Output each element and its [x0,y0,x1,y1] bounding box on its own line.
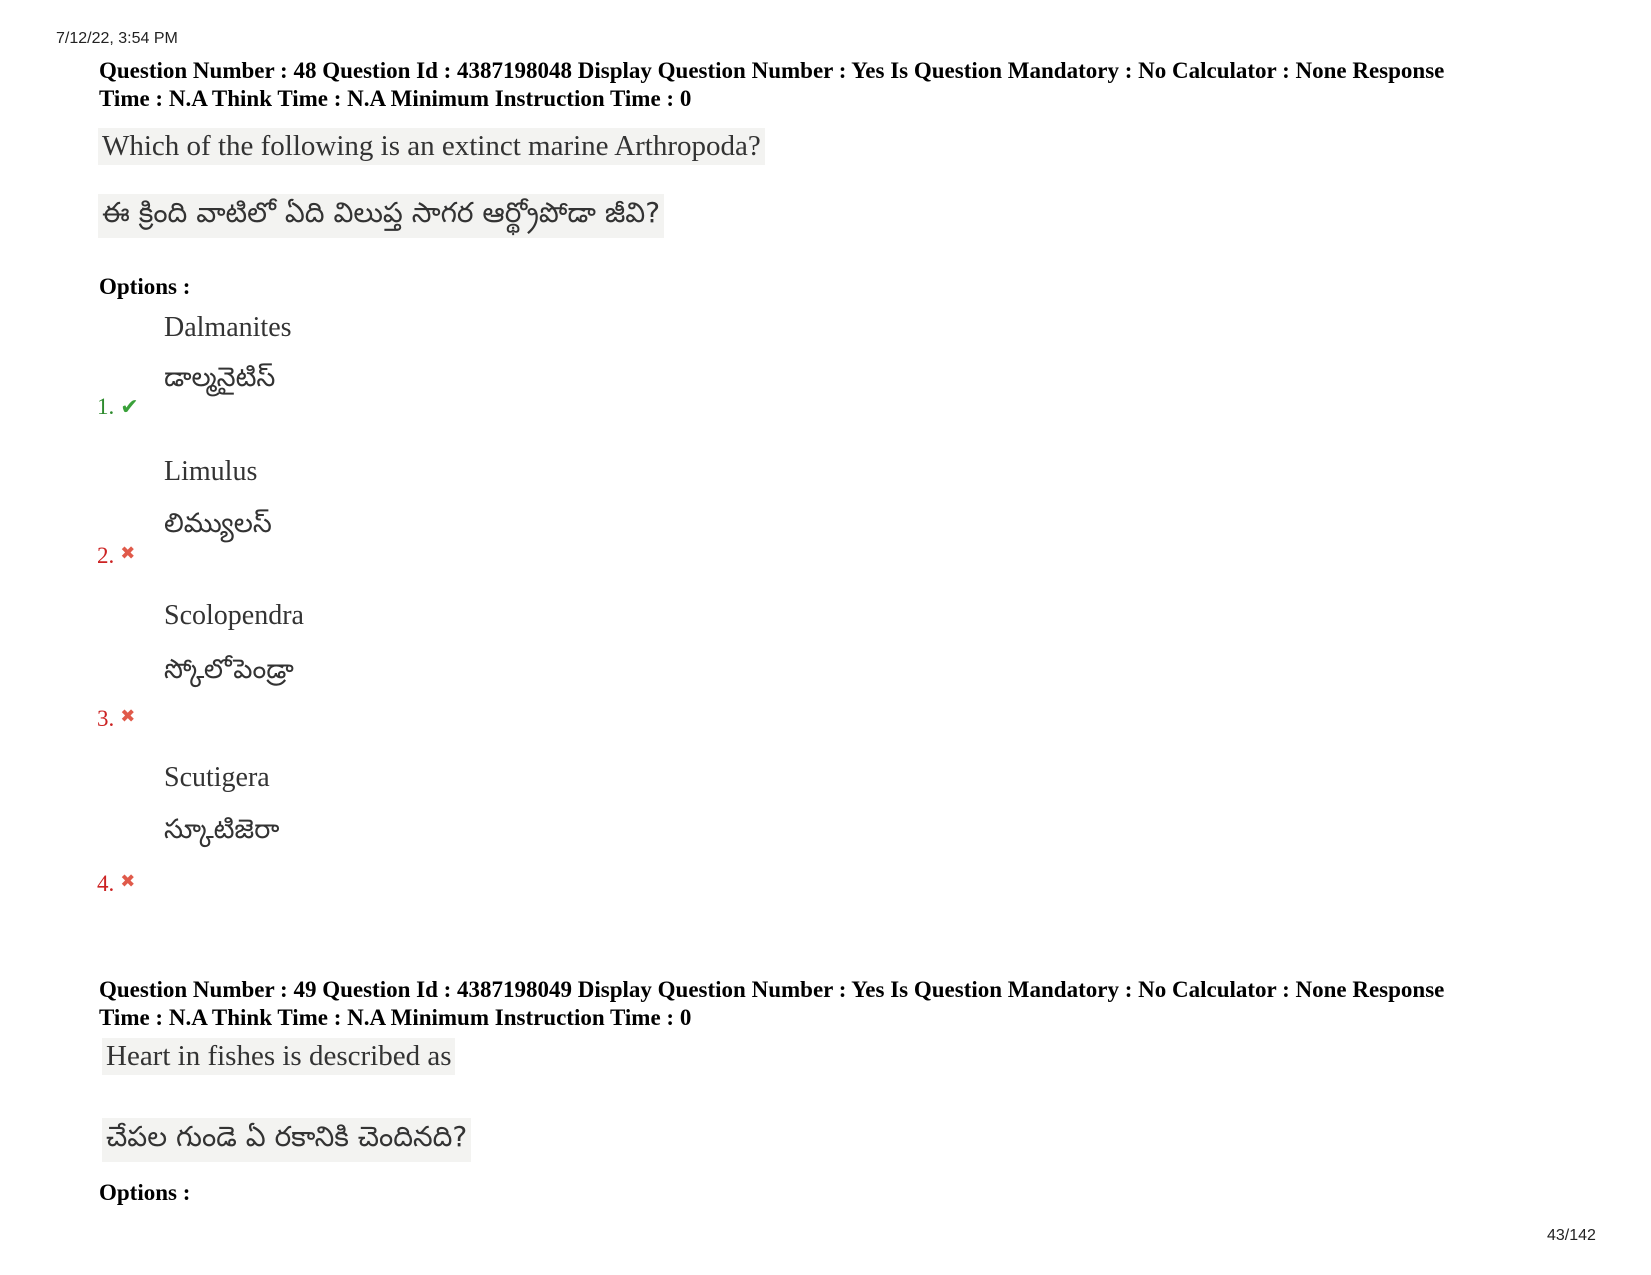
option-number: 2. [97,543,115,568]
question-49-text-english: Heart in fishes is described as [102,1038,455,1075]
option-1-telugu: డాల్మనైటిస్ [164,362,276,393]
cross-icon: ✖ [120,542,136,564]
option-3-telugu: స్కోలోపెండ్రా [164,654,294,685]
option-2-english: Limulus [164,456,258,487]
option-number: 4. [97,871,115,896]
options-label: Options : [99,1180,191,1205]
option-4-english: Scutigera [164,762,270,793]
page-number: 43/142 [1547,1227,1596,1244]
option-2-marker [97,543,135,569]
option-3-english: Scolopendra [164,600,304,631]
question-meta-line1: Question Number : 49 Question Id : 4387198049 Display Question Number : Yes Is Question Mandatory : No Calculator : None Response [99,977,1445,1002]
question-48-meta [99,57,1599,113]
question-meta-line2: Time : N.A Think Time : N.A Minimum Instruction Time : 0 [99,86,692,111]
question-49-text-telugu: చేపల గుండె ఏ రకానికి చెందినది? [102,1118,471,1162]
question-meta-line2: Time : N.A Think Time : N.A Minimum Instruction Time : 0 [99,1005,692,1030]
option-1-english: Dalmanites [164,312,292,343]
option-3-marker [97,706,135,732]
option-4-marker [97,871,135,897]
question-48-text-english: Which of the following is an extinct marine Arthropoda? [98,128,765,165]
cross-icon: ✖ [120,705,136,727]
question-meta-line1: Question Number : 48 Question Id : 4387198048 Display Question Number : Yes Is Question Mandatory : No Calculator : None Response [99,58,1445,83]
cross-icon: ✖ [120,870,136,892]
question-49-meta [99,976,1599,1032]
check-icon: ✔ [120,394,139,420]
option-4-telugu: స్కూటిజెరా [164,814,280,845]
print-timestamp: 7/12/22, 3:54 PM [56,30,178,47]
option-1-marker [97,394,139,420]
option-number: 1. [97,394,115,419]
option-2-telugu: లిమ్యులస్ [164,508,272,539]
options-label: Options : [99,274,191,299]
option-number: 3. [97,706,115,731]
question-48-text-telugu: ఈ క్రింది వాటిలో ఏది విలుప్త సాగర ఆర్థ్రోపోడా జీవి? [98,194,664,238]
